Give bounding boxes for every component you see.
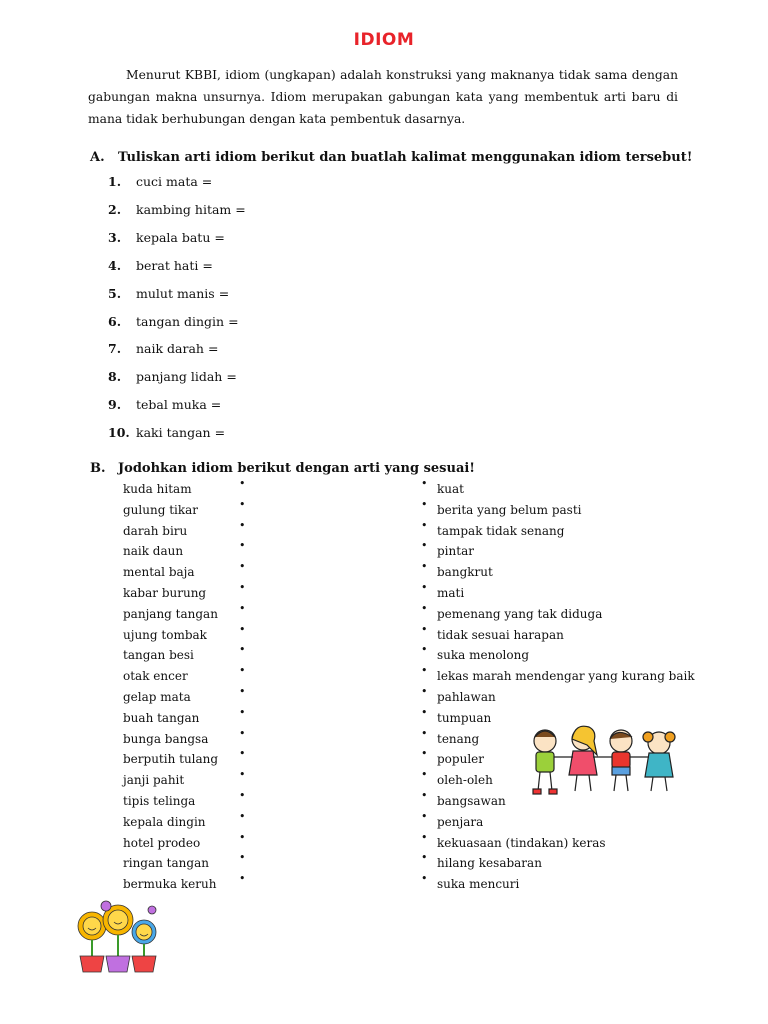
question-text: berat hati = <box>136 257 213 273</box>
match-point-right: • <box>421 664 428 678</box>
question-text: kaki tangan = <box>136 425 226 441</box>
meaning-option: bangsawan <box>437 794 506 808</box>
question-text: kambing hitam = <box>136 202 246 218</box>
match-point-right: • <box>421 601 428 615</box>
question-item <box>108 363 246 391</box>
idiom-term: bunga bangsa <box>123 731 209 746</box>
match-point-left: • <box>239 581 246 594</box>
question-item <box>108 307 246 335</box>
idiom-term: gulung tikar <box>123 502 199 517</box>
match-point-left: • <box>239 872 246 886</box>
idiom-term: tipis telinga <box>123 794 196 808</box>
match-point-right: • <box>421 518 428 532</box>
idiom-term: janji pahit <box>123 773 185 788</box>
meaning-option: suka mencuri <box>437 877 520 892</box>
idiom-term: ujung tombak <box>123 627 207 642</box>
idiom-term: mental baja <box>123 565 195 580</box>
question-text: kepala batu = <box>136 230 225 246</box>
question-text: cuci mata = <box>136 174 213 190</box>
meaning-option: populer <box>437 752 484 767</box>
idiom-term: otak encer <box>123 669 188 684</box>
meaning-option: penjara <box>437 814 484 829</box>
smiling-flowers-in-pots-illustration <box>68 898 168 978</box>
section-a-letter: A. <box>90 150 105 165</box>
matching-row <box>0 664 768 687</box>
match-point-left: • <box>239 768 246 782</box>
match-point-right: • <box>421 789 428 802</box>
question-text: panjang lidah = <box>136 369 237 385</box>
question-text: naik darah = <box>136 341 219 357</box>
idiom-term: panjang tangan <box>123 606 218 621</box>
meaning-option: oleh-oleh <box>437 773 493 788</box>
match-point-left: • <box>239 622 246 636</box>
idiom-term: berputih tulang <box>123 752 219 767</box>
match-point-left: • <box>239 747 246 761</box>
match-point-left: • <box>239 789 246 802</box>
question-number: 3. <box>108 230 122 246</box>
match-point-right: • <box>421 497 428 511</box>
idiom-term: hotel prodeo <box>123 835 201 850</box>
match-point-left: • <box>239 497 246 511</box>
matching-row <box>0 685 768 708</box>
question-item <box>108 252 246 280</box>
meaning-option: bangkrut <box>437 565 493 580</box>
match-point-right: • <box>421 809 428 823</box>
idiom-term: tangan besi <box>123 648 194 663</box>
match-point-right: • <box>421 581 428 594</box>
match-point-left: • <box>239 809 246 823</box>
intro-paragraph: Menurut KBBI, idiom (ungkapan) adalah konstruksi yang maknanya tidak sama dengan gabungan makna unsurnya. Idiom merupakan gabungan kata yang membentuk arti baru di mana tidak berhubungan dengan kata pembentuk dasarnya. <box>88 68 678 126</box>
match-point-right: • <box>421 685 428 698</box>
match-point-right: • <box>421 643 428 657</box>
match-point-left: • <box>239 601 246 615</box>
match-point-left: • <box>239 560 246 574</box>
page-title: IDIOM <box>353 30 415 50</box>
match-point-left: • <box>239 664 246 678</box>
matching-row <box>0 851 768 874</box>
question-number: 4. <box>108 257 122 273</box>
section-a-instruction: Tuliskan arti idiom berikut dan buatlah kalimat menggunakan idiom tersebut! <box>118 150 693 165</box>
matching-row <box>0 601 768 625</box>
meaning-option: mati <box>437 586 465 600</box>
question-number: 6. <box>108 313 122 329</box>
meaning-option: lekas marah mendengar yang kurang baik <box>437 669 695 684</box>
match-point-left: • <box>239 643 246 657</box>
idiom-term: buah tangan <box>123 710 200 725</box>
idiom-term: ringan tangan <box>123 856 209 871</box>
question-number: 8. <box>108 369 122 385</box>
question-text: tebal muka = <box>136 397 222 413</box>
matching-row <box>0 830 768 854</box>
match-point-right: • <box>421 560 428 574</box>
meaning-option: tenang <box>437 731 480 746</box>
idiom-question-list <box>108 168 246 446</box>
idiom-term: kuda hitam <box>123 482 192 496</box>
matching-row <box>0 518 768 542</box>
question-text: tangan dingin = <box>136 313 239 329</box>
match-point-left: • <box>239 851 246 865</box>
match-point-left: • <box>239 477 246 490</box>
meaning-option: pahlawan <box>437 690 496 704</box>
section-b-instruction: Jodohkan idiom berikut dengan arti yang sesuai! <box>118 461 476 476</box>
question-number: 1. <box>108 174 122 190</box>
matching-row <box>0 643 768 666</box>
question-number: 2. <box>108 202 122 218</box>
question-number: 9. <box>108 397 122 413</box>
match-point-left: • <box>239 705 246 719</box>
meaning-option: suka menolong <box>437 648 530 663</box>
match-point-right: • <box>421 477 428 490</box>
match-point-right: • <box>421 768 428 782</box>
matching-row <box>0 497 768 521</box>
match-point-right: • <box>421 830 428 844</box>
meaning-option: tumpuan <box>437 710 492 725</box>
match-point-left: • <box>239 726 246 740</box>
matching-row <box>0 872 768 895</box>
match-point-left: • <box>239 539 246 553</box>
match-point-right: • <box>421 705 428 719</box>
meaning-option: kuat <box>437 482 464 496</box>
match-point-right: • <box>421 726 428 740</box>
meaning-option: pintar <box>437 544 474 559</box>
question-text: mulut manis = <box>136 285 230 301</box>
matching-row <box>0 581 768 604</box>
question-item <box>108 335 246 363</box>
idiom-term: kabar burung <box>123 586 207 600</box>
match-point-left: • <box>239 685 246 698</box>
meaning-option: pemenang yang tak diduga <box>437 606 603 621</box>
question-item <box>108 391 246 419</box>
section-b-letter: B. <box>90 461 106 476</box>
match-point-left: • <box>239 830 246 844</box>
meaning-option: berita yang belum pasti <box>437 502 582 517</box>
match-point-right: • <box>421 622 428 636</box>
matching-row <box>0 560 768 583</box>
question-item <box>108 279 246 307</box>
question-item <box>108 196 246 224</box>
idiom-term: naik daun <box>123 544 184 559</box>
section-b-heading <box>90 461 475 476</box>
meaning-option: hilang kesabaran <box>437 856 542 871</box>
matching-row <box>0 539 768 562</box>
idiom-term: kepala dingin <box>123 814 206 829</box>
match-point-right: • <box>421 851 428 865</box>
question-item <box>108 224 246 252</box>
match-point-right: • <box>421 539 428 553</box>
matching-row <box>0 809 768 833</box>
question-number: 5. <box>108 285 122 301</box>
idiom-term: darah biru <box>123 523 188 538</box>
question-number: 10. <box>108 425 130 441</box>
matching-row <box>0 477 768 500</box>
matching-row <box>0 622 768 646</box>
children-holding-hands-illustration <box>517 717 687 797</box>
match-point-right: • <box>421 872 428 886</box>
meaning-option: tampak tidak senang <box>437 523 565 538</box>
meaning-option: kekuasaan (tindakan) keras <box>437 835 606 850</box>
match-point-right: • <box>421 747 428 761</box>
match-point-left: • <box>239 518 246 532</box>
question-item <box>108 419 246 447</box>
question-number: 7. <box>108 341 122 357</box>
question-item <box>108 168 246 196</box>
idiom-term: gelap mata <box>123 690 191 704</box>
meaning-option: tidak sesuai harapan <box>437 627 564 642</box>
idiom-term: bermuka keruh <box>123 877 217 892</box>
section-a-heading <box>90 150 692 165</box>
